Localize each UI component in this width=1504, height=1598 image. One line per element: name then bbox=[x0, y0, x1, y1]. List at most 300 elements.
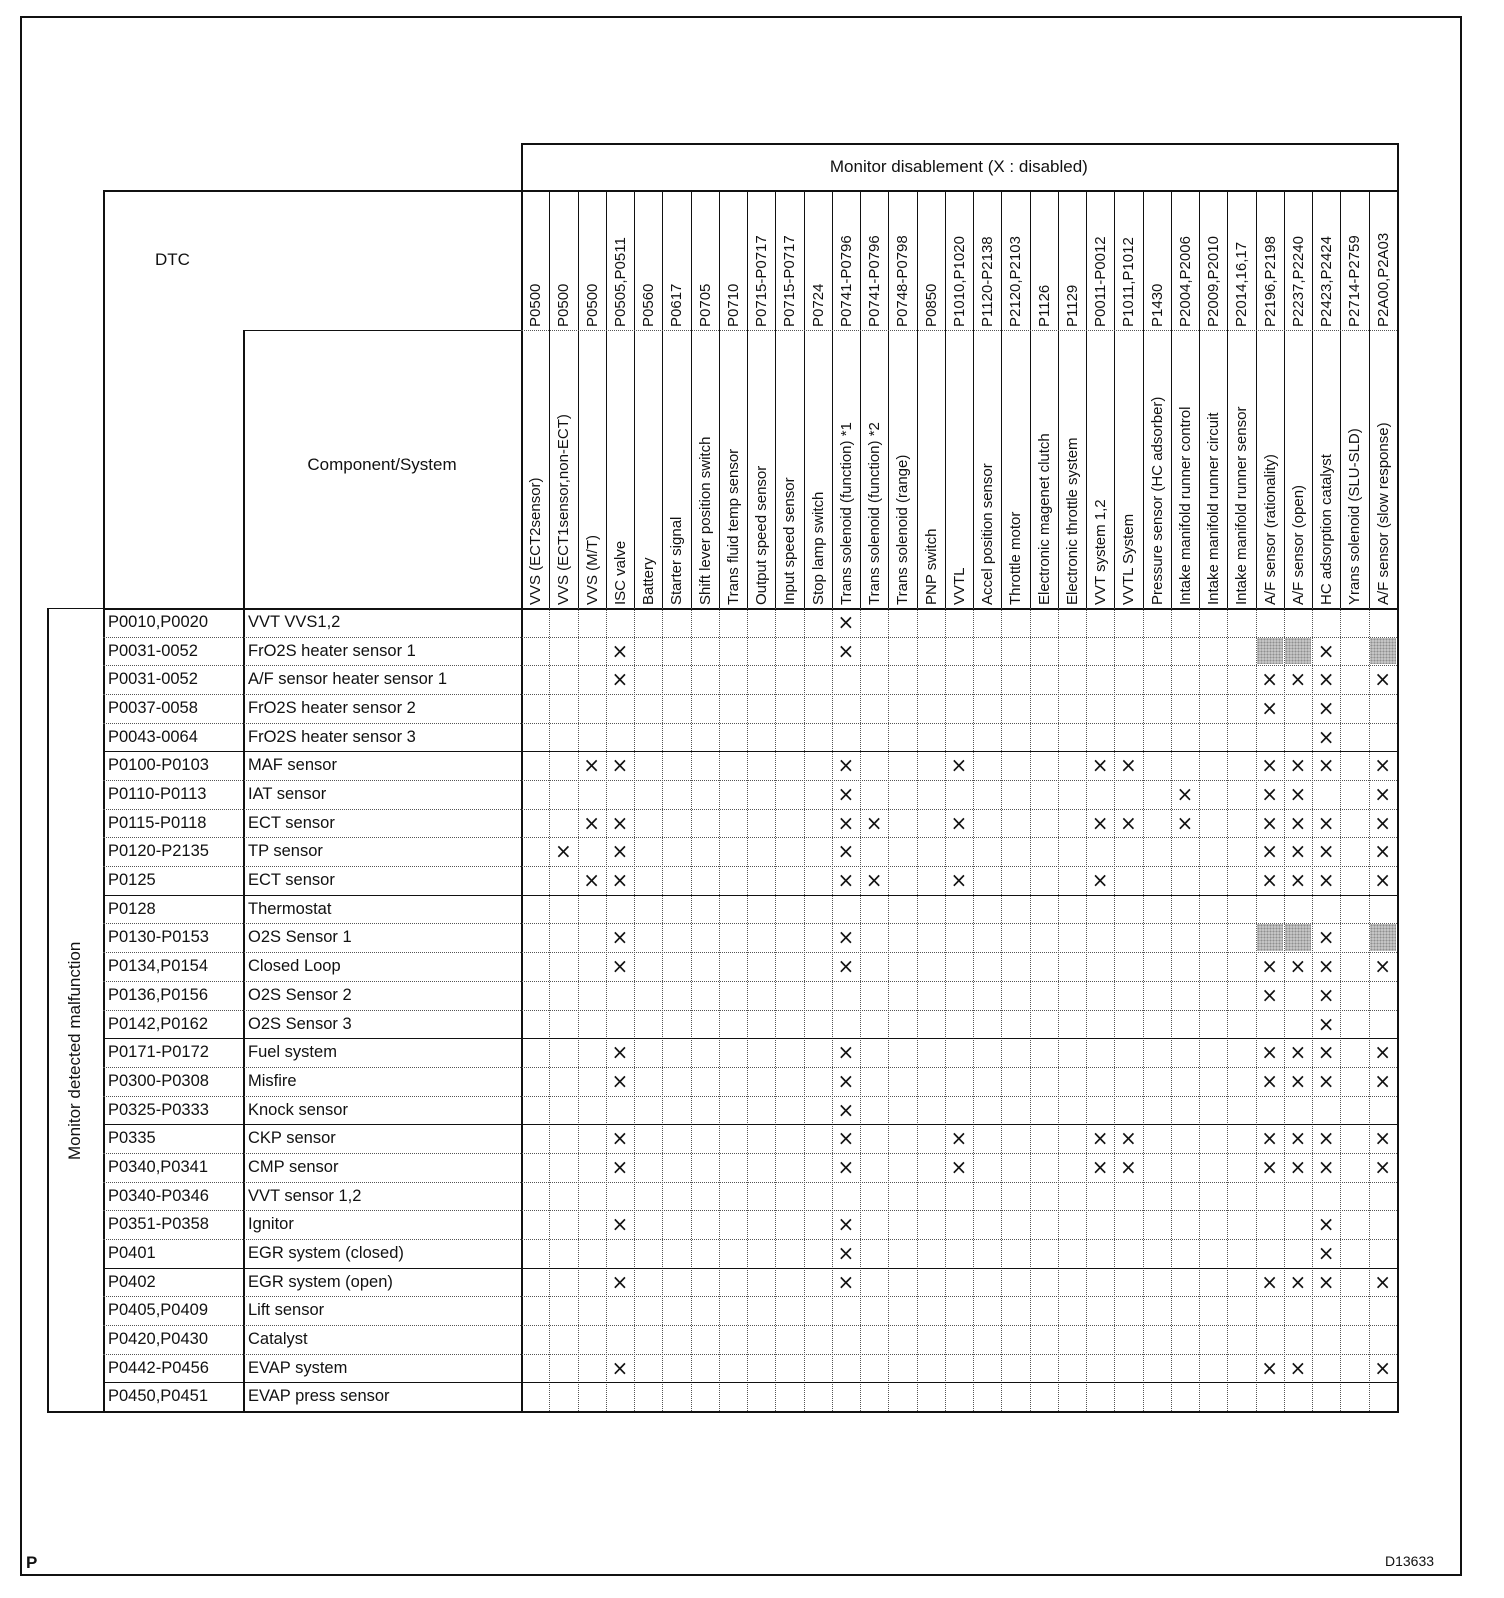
grid-dotted-line bbox=[103, 694, 1397, 695]
row-dtc-code: P0010,P0020 bbox=[108, 613, 209, 631]
column-header-divider bbox=[691, 190, 692, 608]
disabled-mark: × bbox=[1374, 1269, 1391, 1294]
column-header-divider bbox=[1001, 190, 1002, 608]
row-component-name: EVAP press sensor bbox=[248, 1387, 390, 1406]
column-component-name: A/F sensor (open) bbox=[1289, 484, 1307, 605]
column-dtc-code: P0710 bbox=[724, 283, 742, 327]
shaded-cell bbox=[1285, 924, 1311, 951]
disabled-mark: × bbox=[611, 638, 629, 663]
row-dtc-code: P0136,P0156 bbox=[108, 985, 209, 1004]
disabled-mark: × bbox=[1119, 1154, 1137, 1179]
shaded-cell bbox=[1370, 924, 1396, 951]
row-component-name: FrO2S heater sensor 2 bbox=[248, 699, 416, 718]
row-component-name: O2S Sensor 3 bbox=[248, 1014, 352, 1033]
grid-dotted-line bbox=[103, 1296, 1397, 1297]
corner-letter: P bbox=[26, 1553, 38, 1572]
column-header-divider bbox=[973, 190, 974, 608]
grid-dotted-line bbox=[103, 723, 1397, 724]
disabled-mark: × bbox=[837, 638, 855, 663]
column-dtc-code: P0500 bbox=[583, 283, 601, 327]
disabled-mark: × bbox=[1289, 1040, 1307, 1065]
row-component-name: Ignitor bbox=[248, 1215, 294, 1234]
disabled-mark: × bbox=[865, 868, 883, 893]
disabled-mark: × bbox=[837, 1240, 855, 1265]
disabled-mark: × bbox=[1119, 753, 1137, 778]
column-header-divider bbox=[775, 190, 776, 608]
column-component-name: Trans solenoid (function) *2 bbox=[866, 422, 883, 605]
column-dtc-code: P2120,P2103 bbox=[1007, 236, 1025, 327]
column-header-divider bbox=[662, 190, 663, 608]
grid-dotted-line bbox=[103, 780, 1397, 781]
group-title: Monitor disablement (X : disabled) bbox=[829, 157, 1088, 176]
column-component-name: Yrans solenoid (SLU-SLD) bbox=[1346, 428, 1364, 605]
disabled-mark: × bbox=[1289, 1126, 1307, 1151]
row-dtc-code: P0134,P0154 bbox=[108, 957, 209, 976]
row-dtc-code: P0037-0058 bbox=[108, 699, 198, 718]
disabled-mark: × bbox=[1289, 782, 1307, 807]
disabled-mark: × bbox=[1317, 868, 1335, 893]
row-component-name: Fuel system bbox=[248, 1043, 337, 1062]
disabled-mark: × bbox=[1317, 1240, 1335, 1265]
disabled-mark: × bbox=[837, 1154, 855, 1179]
disabled-mark: × bbox=[1261, 1040, 1278, 1065]
column-dtc-code: P0617 bbox=[668, 283, 686, 327]
column-header-divider bbox=[917, 190, 918, 608]
disabled-mark: × bbox=[1261, 1126, 1278, 1151]
row-dtc-code: P0351-P0358 bbox=[108, 1215, 209, 1234]
disabled-mark: × bbox=[950, 753, 968, 778]
column-header-divider bbox=[1143, 190, 1144, 608]
column-dtc-code: P2004,P2006 bbox=[1176, 236, 1194, 327]
column-dtc-code: P2009,P2010 bbox=[1205, 236, 1222, 327]
column-header-divider bbox=[888, 190, 889, 608]
row-component-name: FrO2S heater sensor 3 bbox=[248, 727, 416, 746]
row-dtc-code: P0325-P0333 bbox=[108, 1100, 209, 1119]
column-header-divider bbox=[832, 190, 833, 608]
disabled-mark: × bbox=[583, 810, 600, 835]
column-header-divider bbox=[1369, 190, 1370, 608]
disabled-mark: × bbox=[1289, 1355, 1307, 1380]
row-divider bbox=[103, 751, 1397, 752]
grid-dotted-line bbox=[103, 1182, 1397, 1183]
row-dtc-code: P0043-0064 bbox=[108, 727, 198, 746]
disabled-mark: × bbox=[1289, 753, 1307, 778]
row-component-name: Misfire bbox=[248, 1071, 297, 1090]
column-header-divider bbox=[578, 190, 579, 608]
column-dtc-code: P1010,P1020 bbox=[950, 236, 968, 327]
column-header-divider bbox=[549, 190, 550, 608]
disabled-mark: × bbox=[1374, 782, 1391, 807]
column-dtc-code: P0850 bbox=[922, 283, 940, 327]
disabled-mark: × bbox=[1317, 696, 1335, 721]
column-component-name: VVTL bbox=[950, 567, 968, 605]
grid-dotted-line bbox=[103, 1354, 1397, 1355]
row-component-name: MAF sensor bbox=[248, 756, 337, 775]
disabled-mark: × bbox=[1317, 1154, 1335, 1179]
disabled-mark: × bbox=[583, 868, 600, 893]
column-dtc-code: P1011,P1012 bbox=[1120, 237, 1138, 327]
disabled-mark: × bbox=[611, 810, 629, 835]
disabled-mark: × bbox=[1374, 1068, 1391, 1093]
disabled-mark: × bbox=[1317, 1269, 1335, 1294]
column-header-divider bbox=[1030, 190, 1031, 608]
disabled-mark: × bbox=[837, 1269, 855, 1294]
disabled-mark: × bbox=[1261, 810, 1278, 835]
column-dtc-code: P0741-P0796 bbox=[837, 235, 855, 327]
header-bottom-border bbox=[103, 608, 1399, 610]
disabled-mark: × bbox=[1374, 1355, 1391, 1380]
grid-dotted-line bbox=[103, 809, 1397, 810]
disabled-mark: × bbox=[1317, 839, 1335, 864]
row-dtc-code: P0300-P0308 bbox=[108, 1071, 209, 1090]
disabled-mark: × bbox=[1261, 954, 1278, 979]
disabled-mark: × bbox=[1317, 925, 1335, 950]
disabled-mark: × bbox=[1317, 1126, 1335, 1151]
disabled-mark: × bbox=[611, 925, 629, 950]
column-header-divider bbox=[804, 190, 805, 608]
column-dtc-code: P1129 bbox=[1063, 284, 1081, 327]
row-component-name: Knock sensor bbox=[248, 1100, 348, 1119]
row-dtc-code: P0450,P0451 bbox=[108, 1387, 209, 1406]
column-dtc-code: P0500 bbox=[555, 283, 573, 327]
column-header-divider bbox=[634, 190, 635, 608]
disabled-mark: × bbox=[1317, 667, 1335, 692]
component-column-divider bbox=[243, 330, 245, 1411]
row-component-name: O2S Sensor 1 bbox=[248, 928, 352, 947]
column-header-divider bbox=[860, 190, 861, 608]
column-dtc-code: P0705 bbox=[696, 283, 714, 327]
grid-dotted-line bbox=[103, 952, 1397, 953]
row-component-name: Closed Loop bbox=[248, 957, 341, 976]
side-label-left-border bbox=[47, 608, 49, 1411]
row-component-name: Thermostat bbox=[248, 899, 332, 918]
disabled-mark: × bbox=[837, 1068, 855, 1093]
row-dtc-code: P0401 bbox=[108, 1243, 156, 1262]
row-dtc-code: P0120-P2135 bbox=[108, 842, 209, 861]
disabled-mark: × bbox=[611, 667, 629, 692]
disabled-mark: × bbox=[950, 810, 968, 835]
column-component-name: ISC valve bbox=[611, 540, 629, 605]
disabled-mark: × bbox=[611, 753, 629, 778]
grid-column-divider bbox=[521, 190, 523, 1411]
column-header-divider bbox=[945, 190, 946, 608]
column-component-name: Input speed sensor bbox=[781, 477, 799, 605]
disabled-mark: × bbox=[837, 1040, 855, 1065]
disabled-mark: × bbox=[1176, 810, 1194, 835]
column-dtc-code: P2714-P2759 bbox=[1346, 235, 1364, 327]
disabled-mark: × bbox=[1317, 1068, 1335, 1093]
row-component-name: O2S Sensor 2 bbox=[248, 985, 352, 1004]
row-component-name: A/F sensor heater sensor 1 bbox=[248, 670, 448, 689]
disabled-mark: × bbox=[837, 810, 855, 835]
column-component-name: Stop lamp switch bbox=[809, 491, 827, 605]
disabled-mark: × bbox=[611, 1126, 629, 1151]
column-dtc-code: P2423,P2424 bbox=[1318, 236, 1335, 327]
column-component-name: Accel position sensor bbox=[979, 463, 996, 605]
row-divider bbox=[103, 1382, 1397, 1383]
column-component-name: Trans fluid temp sensor bbox=[724, 448, 742, 605]
column-component-name: Shift lever position switch bbox=[696, 436, 714, 605]
disabled-mark: × bbox=[1289, 954, 1307, 979]
column-header-divider bbox=[1114, 190, 1115, 608]
disabled-mark: × bbox=[837, 1097, 855, 1122]
disabled-mark: × bbox=[611, 868, 629, 893]
disabled-mark: × bbox=[837, 868, 855, 893]
disabled-mark: × bbox=[554, 839, 572, 864]
column-component-name: Electronic magenet clutch bbox=[1035, 433, 1053, 605]
column-component-name: PNP switch bbox=[922, 528, 940, 605]
disabled-mark: × bbox=[1374, 839, 1391, 864]
disabled-mark: × bbox=[1317, 724, 1335, 749]
row-dtc-code: P0442-P0456 bbox=[108, 1358, 209, 1377]
grid-dotted-line bbox=[103, 923, 1397, 924]
grid-dotted-line bbox=[103, 637, 1397, 638]
disabled-mark: × bbox=[950, 868, 968, 893]
side-label-top-border bbox=[47, 608, 103, 609]
column-component-name: Throttle motor bbox=[1007, 511, 1025, 605]
disabled-mark: × bbox=[1261, 1068, 1278, 1093]
row-dtc-code: P0128 bbox=[108, 899, 156, 918]
row-component-name: Lift sensor bbox=[248, 1301, 325, 1320]
disabled-mark: × bbox=[1261, 1355, 1278, 1380]
disabled-mark: × bbox=[837, 839, 855, 864]
disabled-mark: × bbox=[1317, 810, 1335, 835]
shaded-cell bbox=[1257, 638, 1283, 665]
grid-dotted-line bbox=[103, 981, 1397, 982]
disabled-mark: × bbox=[1261, 667, 1278, 692]
disabled-mark: × bbox=[1374, 1040, 1391, 1065]
column-dtc-code: P0505,P0511 bbox=[611, 237, 629, 327]
column-component-name: Trans solenoid (range) bbox=[894, 454, 912, 605]
dtc-column-header: DTC bbox=[155, 250, 190, 269]
column-header-divider bbox=[747, 190, 748, 608]
disabled-mark: × bbox=[611, 1154, 629, 1179]
column-dtc-code: P0724 bbox=[809, 283, 827, 327]
disabled-mark: × bbox=[1374, 753, 1391, 778]
disabled-mark: × bbox=[950, 1126, 968, 1151]
disabled-mark: × bbox=[1317, 1212, 1335, 1237]
header-top-border bbox=[103, 190, 1399, 192]
disabled-mark: × bbox=[1119, 810, 1137, 835]
row-component-name: VVT sensor 1,2 bbox=[248, 1186, 362, 1205]
column-dtc-code: P0560 bbox=[640, 283, 657, 327]
disabled-mark: × bbox=[583, 753, 600, 778]
component-column-header: Component/System bbox=[307, 455, 457, 474]
row-dtc-code: P0125 bbox=[108, 871, 156, 890]
row-dtc-code: P0031-0052 bbox=[108, 641, 198, 660]
column-header-divider bbox=[1340, 190, 1341, 608]
disabled-mark: × bbox=[1289, 839, 1307, 864]
row-divider bbox=[103, 895, 1397, 896]
column-dtc-code: P0715-P0717 bbox=[753, 235, 770, 327]
row-divider bbox=[103, 1038, 1397, 1039]
header-split-line bbox=[243, 330, 521, 331]
disabled-mark: × bbox=[1261, 868, 1278, 893]
row-dtc-code: P0110-P0113 bbox=[108, 785, 207, 804]
disabled-mark: × bbox=[837, 954, 855, 979]
disabled-mark: × bbox=[865, 810, 883, 835]
grid-dotted-line bbox=[103, 1067, 1397, 1068]
row-dtc-code: P0115-P0118 bbox=[108, 813, 207, 832]
row-dtc-code: P0171-P0172 bbox=[108, 1043, 209, 1062]
column-dtc-code: P1120-P2138 bbox=[979, 236, 996, 327]
grid-dotted-line bbox=[103, 1010, 1397, 1011]
column-component-name: Output speed sensor bbox=[753, 465, 770, 605]
grid-dotted-line bbox=[103, 1210, 1397, 1211]
disabled-mark: × bbox=[611, 1355, 629, 1380]
disabled-mark: × bbox=[950, 1154, 968, 1179]
column-header-divider bbox=[1256, 190, 1257, 608]
disabled-mark: × bbox=[1374, 810, 1391, 835]
row-dtc-code: P0340-P0346 bbox=[108, 1186, 209, 1205]
column-component-name: A/F sensor (slow response) bbox=[1374, 422, 1392, 605]
row-component-name: ECT sensor bbox=[248, 813, 335, 832]
row-divider bbox=[103, 1124, 1397, 1125]
grid-dotted-line bbox=[103, 1096, 1397, 1097]
grid-dotted-line bbox=[103, 665, 1397, 666]
row-component-name: CKP sensor bbox=[248, 1129, 336, 1148]
column-header-divider bbox=[1171, 190, 1172, 608]
column-component-name: Intake manifold runner control bbox=[1176, 406, 1194, 605]
disabled-mark: × bbox=[837, 753, 855, 778]
disabled-mark: × bbox=[1091, 810, 1109, 835]
column-dtc-code: P0500 bbox=[527, 283, 544, 327]
column-header-divider bbox=[1199, 190, 1200, 608]
row-dtc-code: P0340,P0341 bbox=[108, 1157, 209, 1176]
disabled-mark: × bbox=[1289, 1154, 1307, 1179]
column-header-divider bbox=[1312, 190, 1313, 608]
grid-dotted-line bbox=[521, 330, 1397, 331]
column-header-divider bbox=[1284, 190, 1285, 608]
disabled-mark: × bbox=[1261, 982, 1278, 1007]
row-dtc-code: P0402 bbox=[108, 1272, 156, 1291]
column-component-name: Intake manifold runner sensor bbox=[1233, 406, 1251, 605]
column-dtc-code: P2196,P2198 bbox=[1261, 236, 1279, 327]
disabled-mark: × bbox=[1289, 1068, 1307, 1093]
disabled-mark: × bbox=[837, 782, 855, 807]
disabled-mark: × bbox=[1091, 1154, 1109, 1179]
column-dtc-code: P0011-P0012 bbox=[1092, 236, 1109, 327]
disabled-mark: × bbox=[1317, 954, 1335, 979]
row-dtc-code: P0142,P0162 bbox=[108, 1014, 209, 1033]
column-component-name: VVS (ECT1sensor,non-ECT) bbox=[555, 414, 573, 605]
column-dtc-code: P1430 bbox=[1148, 283, 1166, 327]
disabled-mark: × bbox=[1317, 638, 1335, 663]
column-header-divider bbox=[1086, 190, 1087, 608]
disabled-mark: × bbox=[1374, 1154, 1391, 1179]
disabled-mark: × bbox=[611, 1040, 629, 1065]
disabled-mark: × bbox=[837, 610, 855, 634]
row-dtc-code: P0031-0052 bbox=[108, 670, 198, 689]
disabled-mark: × bbox=[1261, 782, 1278, 807]
column-dtc-code: P0715-P0717 bbox=[781, 235, 799, 327]
grid-dotted-line bbox=[103, 1239, 1397, 1240]
disabled-mark: × bbox=[1374, 868, 1391, 893]
row-component-name: IAT sensor bbox=[248, 785, 327, 804]
column-component-name: Pressure sensor (HC adsorber) bbox=[1148, 396, 1166, 605]
column-component-name: Battery bbox=[640, 557, 657, 605]
row-dtc-code: P0335 bbox=[108, 1129, 156, 1148]
row-component-name: EVAP system bbox=[248, 1358, 348, 1377]
shaded-cell bbox=[1285, 638, 1311, 665]
column-component-name: Starter signal bbox=[668, 516, 686, 605]
grid-right-border bbox=[1397, 143, 1399, 1411]
column-dtc-code: P2A00,P2A03 bbox=[1374, 232, 1392, 327]
disabled-mark: × bbox=[1091, 1126, 1109, 1151]
disabled-mark: × bbox=[837, 925, 855, 950]
grid-dotted-line bbox=[103, 1325, 1397, 1326]
disabled-mark: × bbox=[1289, 868, 1307, 893]
disabled-mark: × bbox=[1289, 667, 1307, 692]
monitor-disablement-table bbox=[47, 143, 1450, 1440]
disabled-mark: × bbox=[1317, 753, 1335, 778]
disabled-mark: × bbox=[1261, 753, 1278, 778]
grid-dotted-line bbox=[103, 837, 1397, 838]
row-component-name: CMP sensor bbox=[248, 1157, 339, 1176]
column-component-name: Intake manifold runner circuit bbox=[1205, 412, 1222, 605]
column-dtc-code: P2014,16,17 bbox=[1233, 241, 1251, 327]
disabled-mark: × bbox=[1374, 1126, 1391, 1151]
disabled-mark: × bbox=[1289, 810, 1307, 835]
row-divider bbox=[103, 1268, 1397, 1269]
disabled-mark: × bbox=[1176, 782, 1194, 807]
disabled-mark: × bbox=[611, 954, 629, 979]
disabled-mark: × bbox=[1261, 1154, 1278, 1179]
column-dtc-code: P0741-P0796 bbox=[866, 235, 883, 327]
disabled-mark: × bbox=[1261, 839, 1278, 864]
column-component-name: Trans solenoid (function) *1 bbox=[837, 422, 855, 605]
disabled-mark: × bbox=[1317, 1040, 1335, 1065]
title-band-top-border bbox=[521, 143, 1399, 145]
disabled-mark: × bbox=[1261, 696, 1278, 721]
shaded-cell bbox=[1257, 924, 1283, 951]
column-component-name: VVT system 1,2 bbox=[1092, 499, 1109, 605]
row-dtc-code: P0420,P0430 bbox=[108, 1330, 209, 1348]
row-component-name: EGR system (closed) bbox=[248, 1243, 404, 1262]
column-component-name: A/F sensor (rationality) bbox=[1261, 454, 1279, 605]
disabled-mark: × bbox=[611, 1212, 629, 1237]
column-component-name: VVS (M/T) bbox=[583, 535, 601, 605]
row-component-name: TP sensor bbox=[248, 842, 323, 861]
disabled-mark: × bbox=[1317, 1011, 1335, 1036]
column-component-name: Electronic throttle system bbox=[1063, 437, 1081, 605]
column-header-divider bbox=[719, 190, 720, 608]
figure-id: D13633 bbox=[1385, 1553, 1435, 1569]
column-component-name: HC adsorption catalyst bbox=[1318, 454, 1335, 605]
table-bottom-border bbox=[47, 1411, 1399, 1413]
row-component-name: EGR system (open) bbox=[248, 1272, 393, 1291]
row-dtc-code: P0100-P0103 bbox=[108, 756, 209, 775]
disabled-mark: × bbox=[611, 839, 629, 864]
column-header-divider bbox=[1227, 190, 1228, 608]
row-dtc-code: P0405,P0409 bbox=[108, 1301, 209, 1320]
disabled-mark: × bbox=[611, 1269, 629, 1294]
shaded-cell bbox=[1370, 638, 1396, 665]
disabled-mark: × bbox=[1091, 868, 1109, 893]
disabled-mark: × bbox=[1374, 667, 1391, 692]
disabled-mark: × bbox=[1289, 1269, 1307, 1294]
side-label: Monitor detected malfunction bbox=[65, 941, 84, 1160]
disabled-mark: × bbox=[611, 1068, 629, 1093]
disabled-mark: × bbox=[1119, 1126, 1137, 1151]
row-component-name: ECT sensor bbox=[248, 871, 335, 890]
column-component-name: VVTL System bbox=[1120, 513, 1138, 605]
column-dtc-code: P2237,P2240 bbox=[1289, 236, 1307, 327]
disabled-mark: × bbox=[1317, 982, 1335, 1007]
row-component-name: FrO2S heater sensor 1 bbox=[248, 641, 416, 660]
row-component-name: VVT VVS1,2 bbox=[248, 613, 341, 631]
dtc-column-left-border bbox=[103, 190, 105, 1411]
